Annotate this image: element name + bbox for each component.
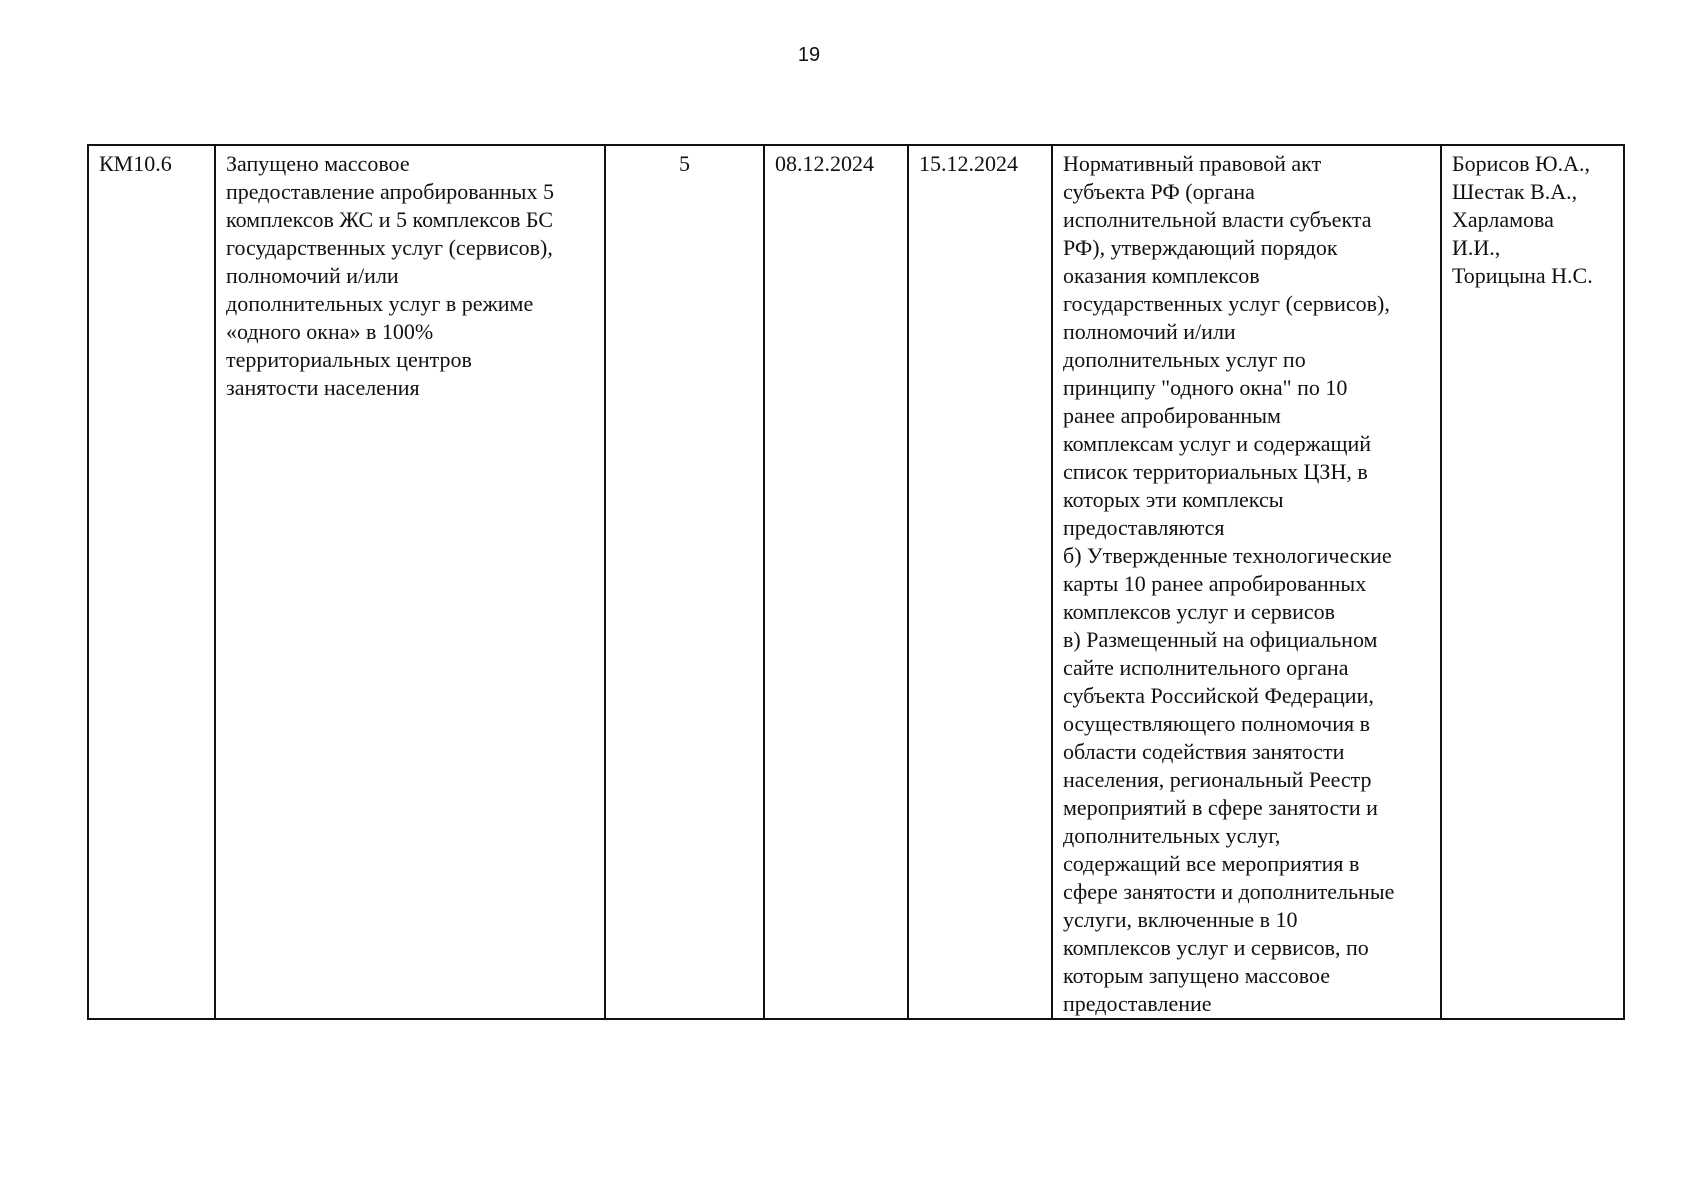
document-cell	[1052, 145, 1441, 1019]
row-document: Нормативный правовой акт субъекта РФ (органа исполнительной власти субъекта РФ), утверждающий порядок оказания комплексов государственных услуг (сервисов), полномочий и/или дополнительных услуг по принципу "одного окна" по 10 ранее апробированным комплексам услуг и содержащий список территориальных ЦЗН, в которых эти комплексы предоставляются б) Утвержденные технологические карты 10 ранее апробированных комплексов услуг и сервисов в) Размещенный на официальном сайте исполнительного органа субъекта Российской Федерации, осуществляющего полномочия в области содействия занятости населения, региональный Реестр мероприятий в сфере занятости и дополнительных услуг, содержащий все мероприятия в сфере занятости и дополнительные услуги, включенные в 10 комплексов услуг и сервисов, по которым запущено массовое предоставление	[1063, 151, 1395, 1016]
row-start-date: 08.12.2024	[775, 151, 874, 176]
description-cell	[215, 145, 605, 1019]
responsible-cell	[1441, 145, 1624, 1019]
row-code: КМ10.6	[99, 151, 172, 176]
table-row	[88, 145, 1624, 1019]
page-number: 19	[797, 44, 821, 66]
control-points-table	[87, 144, 1625, 1020]
row-end-date: 15.12.2024	[919, 151, 1018, 176]
row-description: Запущено массовое предоставление апробированных 5 комплексов ЖС и 5 комплексов БС государственных услуг (сервисов), полномочий и/или дополнительных услуг в режиме «одного окна» в 100% территориальных центров занятости населения	[226, 151, 554, 400]
value-cell	[605, 145, 764, 1019]
row-responsible: Борисов Ю.А., Шестак В.А., Харламова И.И., Торицына Н.С.	[1452, 151, 1593, 288]
start-date-cell	[764, 145, 908, 1019]
row-value: 5	[679, 151, 690, 176]
code-cell	[88, 145, 215, 1019]
end-date-cell	[908, 145, 1052, 1019]
